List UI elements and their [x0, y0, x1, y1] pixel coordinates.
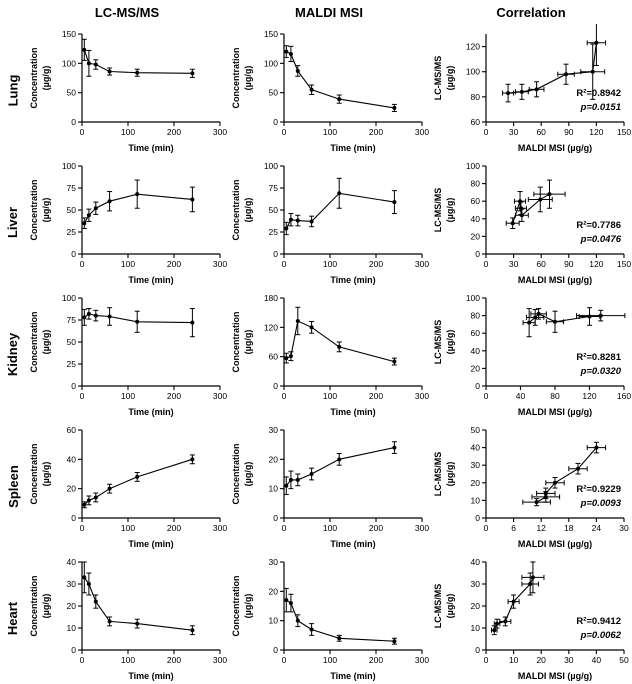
svg-text:0: 0 [273, 645, 278, 655]
svg-text:200: 200 [368, 127, 384, 137]
svg-text:0: 0 [483, 655, 489, 665]
svg-text:LC-MS/MS: LC-MS/MS [433, 451, 443, 497]
svg-text:20: 20 [470, 231, 480, 242]
svg-text:40: 40 [470, 213, 480, 224]
svg-text:0: 0 [281, 127, 287, 137]
svg-text:0: 0 [281, 259, 287, 269]
svg-text:60: 60 [66, 425, 76, 435]
svg-text:100: 100 [61, 58, 76, 69]
svg-text:50: 50 [268, 87, 278, 98]
svg-text:(µg/g): (µg/g) [243, 65, 253, 91]
panel-kidney-maldimsi [228, 288, 430, 420]
svg-text:120: 120 [589, 127, 604, 137]
svg-text:Concentration: Concentration [29, 311, 39, 373]
svg-text:Time (min): Time (min) [128, 275, 174, 285]
svg-text:10: 10 [470, 495, 480, 506]
panel-kidney-correlation [430, 288, 632, 420]
svg-text:Time (min): Time (min) [128, 407, 174, 417]
svg-text:100: 100 [120, 127, 136, 137]
svg-text:50: 50 [66, 337, 76, 347]
svg-text:0: 0 [79, 655, 85, 665]
svg-text:40: 40 [470, 557, 480, 567]
svg-text:20: 20 [470, 477, 480, 488]
svg-text:120: 120 [582, 391, 597, 401]
svg-text:60: 60 [268, 351, 278, 362]
svg-text:30: 30 [508, 259, 519, 269]
svg-text:p=0.0320: p=0.0320 [580, 366, 621, 377]
svg-text:24: 24 [591, 523, 602, 533]
panel-lung-maldimsi [228, 24, 430, 156]
svg-text:p=0.0062: p=0.0062 [580, 630, 621, 641]
svg-text:100: 100 [465, 161, 480, 171]
svg-text:(µg/g): (µg/g) [243, 197, 253, 223]
svg-text:MALDI MSI (µg/g): MALDI MSI (µg/g) [517, 539, 593, 549]
svg-text:(µg/g): (µg/g) [445, 65, 455, 91]
svg-text:Time (min): Time (min) [330, 539, 376, 549]
svg-text:0: 0 [79, 127, 85, 137]
svg-text:120: 120 [465, 41, 480, 52]
svg-text:30: 30 [268, 425, 278, 435]
svg-text:100: 100 [120, 391, 136, 401]
svg-text:100: 100 [322, 391, 338, 401]
svg-text:40: 40 [470, 345, 480, 356]
svg-text:120: 120 [589, 259, 604, 269]
svg-text:80: 80 [470, 91, 480, 102]
svg-text:(µg/g): (µg/g) [41, 329, 51, 355]
panel-liver-maldimsi [228, 156, 430, 288]
svg-text:60: 60 [470, 328, 480, 339]
svg-text:(µg/g): (µg/g) [445, 461, 455, 487]
svg-text:MALDI MSI (µg/g): MALDI MSI (µg/g) [517, 671, 593, 681]
svg-text:50: 50 [619, 655, 629, 665]
svg-text:LC-MS/MS: LC-MS/MS [433, 583, 443, 629]
column-header-lcmsms: LC-MS/MS [94, 4, 160, 20]
svg-text:160: 160 [616, 391, 632, 401]
svg-text:100: 100 [263, 161, 278, 171]
svg-text:0: 0 [483, 391, 489, 401]
svg-text:30: 30 [470, 460, 480, 471]
svg-text:100: 100 [465, 293, 480, 303]
svg-text:60: 60 [536, 259, 546, 269]
svg-text:Concentration: Concentration [231, 575, 241, 637]
svg-text:6: 6 [511, 523, 516, 533]
panel-spleen-correlation [430, 420, 632, 552]
svg-text:0: 0 [281, 655, 287, 665]
svg-text:20: 20 [470, 601, 480, 611]
svg-text:60: 60 [536, 127, 546, 137]
svg-text:Concentration: Concentration [29, 443, 39, 505]
svg-text:60: 60 [470, 117, 480, 127]
svg-text:30: 30 [564, 655, 574, 665]
svg-text:0: 0 [281, 523, 287, 533]
svg-text:p=0.0093: p=0.0093 [580, 498, 621, 509]
svg-text:18: 18 [564, 523, 574, 533]
svg-text:180: 180 [263, 293, 278, 303]
svg-text:200: 200 [368, 523, 384, 533]
svg-text:40: 40 [591, 655, 602, 665]
svg-text:100: 100 [465, 66, 480, 77]
svg-text:Time (min): Time (min) [330, 143, 376, 153]
svg-text:0: 0 [71, 381, 76, 391]
svg-text:50: 50 [470, 425, 480, 435]
svg-text:0: 0 [71, 513, 76, 523]
svg-text:(µg/g): (µg/g) [41, 197, 51, 223]
row-header-lung: Lung [5, 74, 21, 106]
svg-text:0: 0 [475, 381, 480, 391]
svg-text:100: 100 [263, 58, 278, 69]
svg-text:Time (min): Time (min) [128, 539, 174, 549]
svg-text:10: 10 [66, 623, 76, 633]
svg-text:0: 0 [71, 117, 76, 127]
panel-heart-lcmsms [26, 552, 228, 684]
svg-text:12: 12 [536, 523, 546, 533]
svg-text:0: 0 [483, 127, 489, 137]
svg-text:0: 0 [475, 249, 480, 259]
svg-text:150: 150 [263, 29, 278, 39]
panel-kidney-lcmsms [26, 288, 228, 420]
svg-text:R²=0.7786: R²=0.7786 [576, 220, 621, 231]
svg-text:20: 20 [66, 601, 76, 611]
svg-text:0: 0 [281, 391, 287, 401]
svg-text:10: 10 [268, 615, 278, 626]
svg-text:50: 50 [268, 205, 278, 215]
svg-text:Concentration: Concentration [231, 47, 241, 109]
svg-text:100: 100 [120, 655, 136, 665]
panel-spleen-maldimsi [228, 420, 430, 552]
svg-text:(µg/g): (µg/g) [445, 593, 455, 619]
svg-text:30: 30 [268, 557, 278, 567]
svg-text:Time (min): Time (min) [330, 407, 376, 417]
svg-text:(µg/g): (µg/g) [445, 197, 455, 223]
svg-text:(µg/g): (µg/g) [41, 593, 51, 619]
svg-text:(µg/g): (µg/g) [445, 329, 455, 355]
svg-text:75: 75 [66, 183, 76, 193]
svg-text:25: 25 [66, 359, 76, 369]
svg-text:25: 25 [268, 227, 278, 237]
svg-text:0: 0 [273, 117, 278, 127]
svg-text:20: 20 [66, 483, 76, 494]
svg-text:100: 100 [120, 523, 136, 533]
panel-liver-lcmsms [26, 156, 228, 288]
svg-text:40: 40 [515, 391, 526, 401]
svg-text:0: 0 [71, 645, 76, 655]
svg-text:20: 20 [470, 363, 480, 374]
svg-text:Time (min): Time (min) [128, 671, 174, 681]
svg-text:Concentration: Concentration [231, 311, 241, 373]
svg-text:0: 0 [273, 513, 278, 523]
svg-text:0: 0 [71, 249, 76, 259]
svg-text:(µg/g): (µg/g) [41, 65, 51, 91]
svg-text:200: 200 [166, 127, 182, 137]
svg-text:10: 10 [470, 623, 480, 633]
panel-lung-correlation [430, 24, 632, 156]
svg-text:Concentration: Concentration [29, 47, 39, 109]
svg-text:(µg/g): (µg/g) [243, 461, 253, 487]
svg-text:0: 0 [79, 259, 85, 269]
svg-text:200: 200 [368, 655, 384, 665]
svg-text:20: 20 [536, 655, 546, 665]
svg-text:0: 0 [273, 381, 278, 391]
svg-text:300: 300 [414, 391, 430, 401]
svg-text:R²=0.8942: R²=0.8942 [576, 88, 621, 99]
svg-text:MALDI MSI (µg/g): MALDI MSI (µg/g) [517, 143, 593, 153]
svg-text:90: 90 [564, 127, 574, 137]
svg-text:(µg/g): (µg/g) [243, 593, 253, 619]
svg-text:R²=0.9229: R²=0.9229 [576, 484, 621, 495]
svg-text:p=0.0151: p=0.0151 [580, 102, 621, 113]
svg-text:300: 300 [212, 259, 228, 269]
svg-text:R²=0.8281: R²=0.8281 [576, 352, 621, 363]
svg-text:10: 10 [508, 655, 519, 665]
svg-text:75: 75 [268, 183, 278, 193]
svg-text:150: 150 [616, 127, 632, 137]
svg-text:75: 75 [66, 315, 76, 325]
svg-text:20: 20 [268, 586, 278, 597]
svg-text:R²=0.9412: R²=0.9412 [576, 616, 621, 627]
panel-heart-maldimsi [228, 552, 430, 684]
svg-text:0: 0 [79, 391, 85, 401]
svg-text:300: 300 [414, 259, 430, 269]
svg-text:80: 80 [550, 391, 560, 401]
svg-text:Concentration: Concentration [231, 443, 241, 505]
row-header-heart: Heart [5, 601, 21, 635]
column-header-maldimsi: MALDI MSI [295, 4, 363, 20]
svg-text:300: 300 [414, 523, 430, 533]
svg-text:40: 40 [470, 442, 480, 453]
svg-text:0: 0 [483, 259, 489, 269]
svg-text:50: 50 [66, 205, 76, 215]
svg-text:Time (min): Time (min) [330, 275, 376, 285]
svg-text:50: 50 [66, 87, 76, 98]
svg-text:0: 0 [79, 523, 85, 533]
svg-text:Time (min): Time (min) [330, 671, 376, 681]
svg-text:0: 0 [483, 523, 489, 533]
svg-text:0: 0 [475, 645, 480, 655]
svg-text:Concentration: Concentration [29, 179, 39, 241]
svg-text:MALDI MSI (µg/g): MALDI MSI (µg/g) [517, 407, 593, 417]
svg-text:30: 30 [508, 127, 519, 137]
panel-lung-lcmsms [26, 24, 228, 156]
svg-text:300: 300 [212, 127, 228, 137]
svg-text:40: 40 [66, 454, 76, 465]
corner-spacer [0, 0, 26, 24]
svg-text:300: 300 [414, 127, 430, 137]
svg-text:80: 80 [470, 178, 480, 189]
svg-text:120: 120 [263, 322, 278, 333]
svg-text:300: 300 [212, 391, 228, 401]
svg-text:300: 300 [212, 655, 228, 665]
panel-heart-correlation [430, 552, 632, 684]
row-header-kidney: Kidney [5, 332, 21, 376]
svg-text:300: 300 [414, 655, 430, 665]
svg-text:MALDI MSI (µg/g): MALDI MSI (µg/g) [517, 275, 593, 285]
svg-text:200: 200 [166, 523, 182, 533]
svg-text:40: 40 [66, 557, 76, 567]
svg-text:Concentration: Concentration [231, 179, 241, 241]
row-header-spleen: Spleen [5, 464, 21, 508]
svg-text:30: 30 [619, 523, 629, 533]
svg-text:200: 200 [166, 259, 182, 269]
svg-text:200: 200 [166, 655, 182, 665]
svg-text:10: 10 [268, 483, 278, 494]
svg-text:100: 100 [120, 259, 136, 269]
svg-text:Concentration: Concentration [29, 575, 39, 637]
svg-text:p=0.0476: p=0.0476 [580, 234, 621, 245]
svg-text:100: 100 [322, 127, 338, 137]
svg-text:30: 30 [66, 579, 76, 589]
svg-text:(µg/g): (µg/g) [41, 461, 51, 487]
row-header-liver: Liver [5, 206, 21, 238]
svg-text:100: 100 [61, 293, 76, 303]
panel-liver-correlation [430, 156, 632, 288]
svg-text:100: 100 [322, 655, 338, 665]
svg-text:20: 20 [268, 454, 278, 465]
svg-text:25: 25 [66, 227, 76, 237]
svg-text:150: 150 [61, 29, 76, 39]
svg-text:Time (min): Time (min) [128, 143, 174, 153]
svg-text:150: 150 [616, 259, 632, 269]
svg-text:100: 100 [322, 523, 338, 533]
column-header-correlation: Correlation [496, 4, 566, 20]
svg-text:90: 90 [564, 259, 574, 269]
svg-text:0: 0 [273, 249, 278, 259]
svg-text:(µg/g): (µg/g) [243, 329, 253, 355]
svg-text:80: 80 [470, 310, 480, 321]
svg-text:300: 300 [212, 523, 228, 533]
svg-text:30: 30 [470, 579, 480, 589]
panel-spleen-lcmsms [26, 420, 228, 552]
svg-text:200: 200 [368, 391, 384, 401]
svg-text:LC-MS/MS: LC-MS/MS [433, 187, 443, 233]
svg-text:0: 0 [475, 513, 480, 523]
svg-text:100: 100 [322, 259, 338, 269]
svg-text:200: 200 [368, 259, 384, 269]
svg-text:100: 100 [61, 161, 76, 171]
svg-text:60: 60 [470, 196, 480, 207]
svg-text:200: 200 [166, 391, 182, 401]
svg-text:LC-MS/MS: LC-MS/MS [433, 319, 443, 365]
svg-text:LC-MS/MS: LC-MS/MS [433, 55, 443, 101]
